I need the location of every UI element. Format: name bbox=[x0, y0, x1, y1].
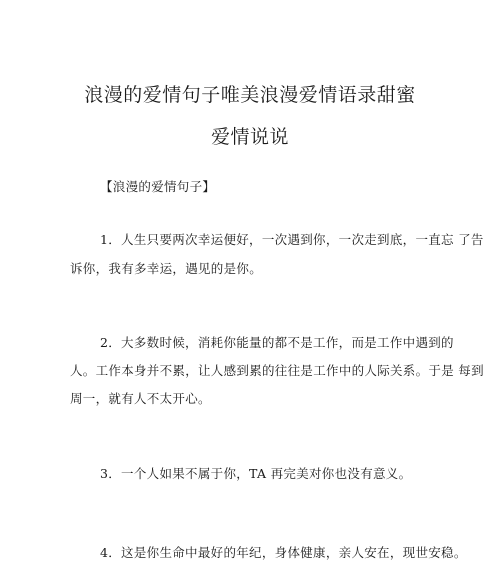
paragraph-2-line-1: 2．大多数时候，消耗你能量的都不是工作，而是工作中遇到的 bbox=[100, 335, 454, 350]
paragraph-3-line-1: 3．一个人如果不属于你，TA 再完美对你也没有意义。 bbox=[100, 466, 412, 481]
section-heading: 【浪漫的爱情句子】 bbox=[100, 179, 216, 194]
paragraph-4-line-1: 4．这是你生命中最好的年纪，身体健康，亲人安在，现世安稳。 bbox=[100, 545, 467, 560]
paragraph-1-line-2: 诉你，我有多幸运，遇见的是你。 bbox=[70, 261, 263, 276]
paragraph-2-line-2: 人。工作本身并不累，让人感到累的往往是工作中的人际关系。于是 每到 bbox=[70, 363, 484, 378]
paragraph-2-line-3: 周一，就有人不太开心。 bbox=[70, 391, 211, 406]
paragraph-1-line-1: 1．人生只要两次幸运便好，一次遇到你，一次走到底，一直忘 了告 bbox=[100, 232, 484, 247]
document-title-line-1: 浪漫的爱情句子唯美浪漫爱情语录甜蜜 bbox=[84, 84, 416, 106]
document-title-line-2: 爱情说说 bbox=[210, 126, 289, 148]
